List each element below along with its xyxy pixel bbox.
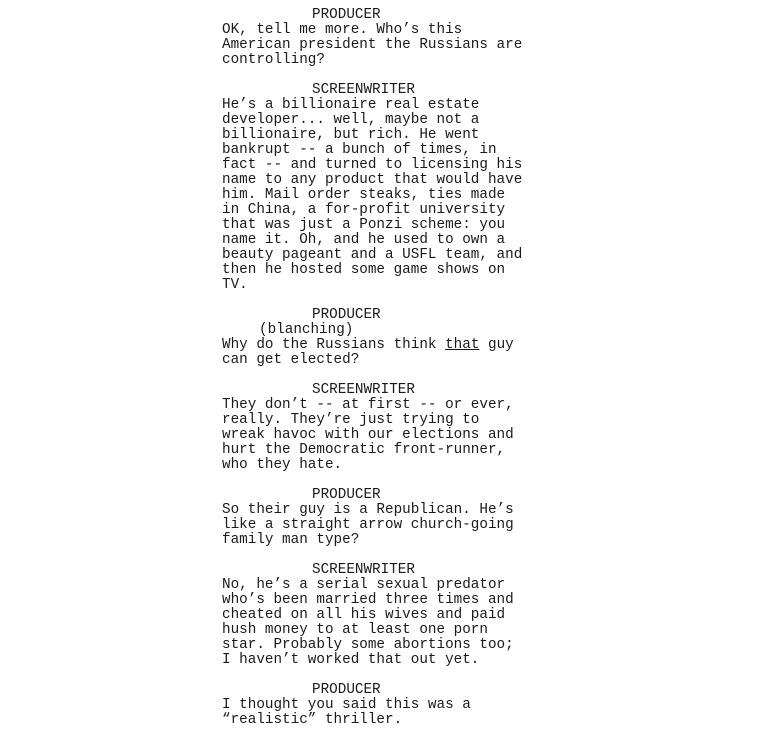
dialogue-line: star. Probably some abortions too;	[222, 637, 514, 653]
dialogue-line: like a straight arrow church-going	[222, 517, 514, 533]
dialogue-line: He’s a billionaire real estate	[222, 97, 480, 113]
dialogue-block	[222, 488, 542, 548]
dialogue-block	[222, 563, 542, 668]
dialogue-line: “realistic” thriller.	[222, 712, 403, 728]
dialogue-line: cheated on all his wives and paid	[222, 607, 506, 623]
dialogue-line: in China, a for-profit university	[222, 202, 506, 218]
character-name: PRODUCER	[312, 307, 381, 323]
dialogue-line: family man type?	[222, 532, 360, 548]
character-name: PRODUCER	[312, 7, 381, 23]
character-name: SCREENWRITER	[312, 82, 415, 98]
dialogue-line: that was just a Ponzi scheme: you	[222, 217, 506, 233]
character-name: SCREENWRITER	[312, 562, 415, 578]
dialogue-text: guy	[479, 337, 514, 353]
dialogue-line: then he hosted some game shows on	[222, 262, 506, 278]
underlined-emphasis: that	[445, 337, 480, 353]
dialogue-line: name to any product that would have	[222, 172, 523, 188]
dialogue-text: Why do the Russians think	[222, 337, 446, 353]
dialogue-block	[222, 308, 542, 368]
dialogue-line: billionaire, but rich. He went	[222, 127, 480, 143]
dialogue-line: wreak havoc with our elections and	[222, 427, 514, 443]
dialogue-block	[222, 383, 542, 473]
dialogue-line: No, he’s a serial sexual predator	[222, 577, 506, 593]
dialogue-line: him. Mail order steaks, ties made	[222, 187, 506, 203]
dialogue-line: OK, tell me more. Who’s this	[222, 22, 463, 38]
dialogue-line: developer... well, maybe not a	[222, 112, 480, 128]
character-name: SCREENWRITER	[312, 382, 415, 398]
parenthetical: (blanching)	[259, 322, 354, 338]
dialogue-line: can get elected?	[222, 352, 360, 368]
dialogue-line: beauty pageant and a USFL team, and	[222, 247, 523, 263]
dialogue-line	[222, 338, 542, 353]
dialogue-block	[222, 83, 542, 293]
dialogue-line: bankrupt -- a bunch of times, in	[222, 142, 497, 158]
dialogue-line: I thought you said this was a	[222, 697, 471, 713]
dialogue-line: name it. Oh, and he used to own a	[222, 232, 506, 248]
character-name: PRODUCER	[312, 682, 381, 698]
dialogue-line: fact -- and turned to licensing his	[222, 157, 523, 173]
dialogue-line: TV.	[222, 277, 248, 293]
screenplay-page	[222, 8, 542, 743]
dialogue-line: I haven’t worked that out yet.	[222, 652, 480, 668]
dialogue-line: who they hate.	[222, 457, 343, 473]
dialogue-block	[222, 8, 542, 68]
dialogue-block	[222, 683, 542, 728]
dialogue-line: They don’t -- at first -- or ever,	[222, 397, 514, 413]
dialogue-line: really. They’re just trying to	[222, 412, 480, 428]
dialogue-line: American president the Russians are	[222, 37, 523, 53]
dialogue-line: hush money to at least one porn	[222, 622, 488, 638]
dialogue-line: who’s been married three times and	[222, 592, 514, 608]
character-name: PRODUCER	[312, 487, 381, 503]
dialogue-line: So their guy is a Republican. He’s	[222, 502, 514, 518]
dialogue-line: controlling?	[222, 52, 325, 68]
dialogue-line: hurt the Democratic front-runner,	[222, 442, 506, 458]
